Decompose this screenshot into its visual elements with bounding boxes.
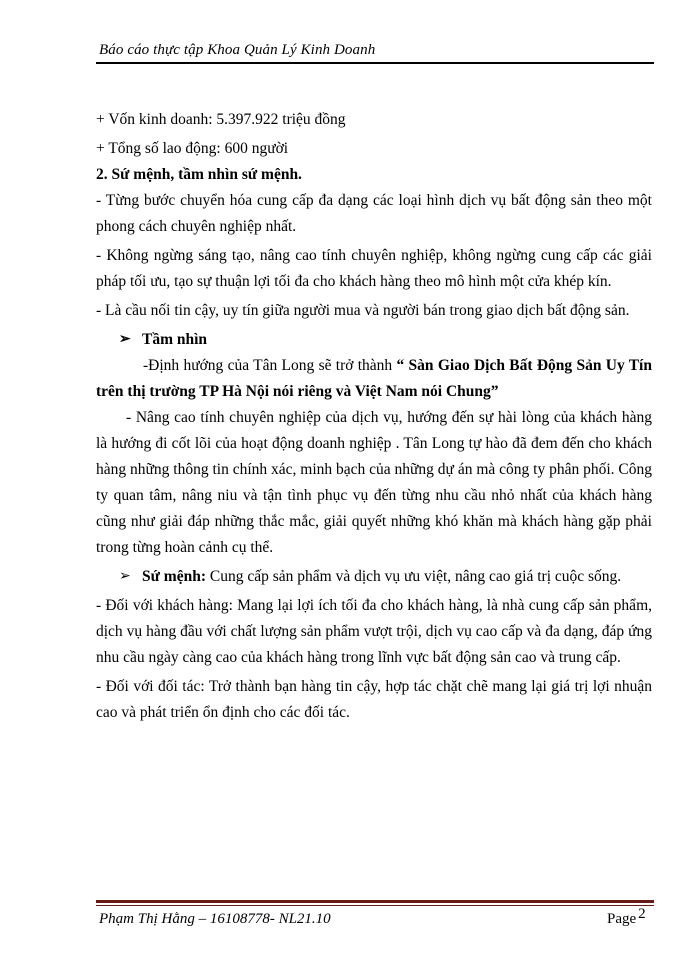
page-number: 2 <box>638 906 646 922</box>
mission-point-1: - Từng bước chuyển hóa cung cấp đa dạng các loại hình dịch vụ bất động sản theo một phong cách chuyên nghiệp nhất. <box>96 192 652 235</box>
mission-point-2: - Không ngừng sáng tạo, nâng cao tính chuyên nghiệp, không ngừng cung cấp các giải pháp tối ưu, tạo sự thuận lợi tối đa cho khách hàng theo mô hình một cửa khép kín. <box>96 247 652 290</box>
header-divider <box>96 62 654 64</box>
footer-divider-thin <box>96 905 654 906</box>
vision-heading <box>96 327 652 353</box>
capital-line: + Vốn kinh doanh: 5.397.922 triệu đồng <box>96 111 346 128</box>
arrow-bullet-icon: ➢ <box>119 332 131 347</box>
mission-point-3: - Là cầu nối tin cậy, uy tín giữa người mua và người bán trong giao dịch bất động sản. <box>96 302 630 319</box>
arrow-bullet-icon: ➢ <box>119 569 131 584</box>
document-body <box>96 107 652 726</box>
vision-paragraph: - Nâng cao tính chuyên nghiệp của dịch vụ, hướng đến sự hài lòng của khách hàng là hướng đi cốt lõi của hoạt động doanh nghiệp . Tân Long tự hào đã đem đến cho khách hàng những thông tin chính xác, minh bạch của những dự án mà công ty phân phối. Công ty quan tâm, nâng niu và tận tình phục vụ đến từng nhu cầu nhỏ nhất của khách hàng cũng như giải đáp những thắc mắc, giải quyết những khó khăn mà khách hàng gặp phải trong từng hoàn cảnh cụ thể. <box>96 409 652 556</box>
vision-intro: -Định hướng của Tân Long sẽ trở thành <box>143 357 397 374</box>
partners-paragraph: - Đối với đối tác: Trở thành bạn hàng tin cậy, hợp tác chặt chẽ mang lại giá trị lợi nhuận cao và phát triển ổn định cho các đối tác. <box>96 678 652 721</box>
footer-page <box>607 906 646 928</box>
mission-text: Cung cấp sản phẩm và dịch vụ ưu việt, nâng cao giá trị cuộc sống. <box>206 568 622 585</box>
customers-paragraph: - Đối với khách hàng: Mang lại lợi ích tối đa cho khách hàng, là nhà cung cấp sản phẩm, dịch vụ hàng đầu với chất lượng sản phẩm vượt trội, dịch vụ cao cấp và đa dạng, đáp ứng nhu cầu ngày càng cao của khách hàng trong lĩnh vực bất động sản cao và trung cấp. <box>96 597 652 666</box>
vision-title: Tầm nhìn <box>142 331 208 348</box>
employees-line: + Tổng số lao động: 600 người <box>96 140 289 157</box>
mission-statement <box>96 564 652 590</box>
page-header-title: Báo cáo thực tập Khoa Quản Lý Kinh Doanh <box>99 42 376 58</box>
page-label: Page <box>607 911 637 927</box>
footer-divider-thick <box>96 900 654 903</box>
vision-statement <box>96 353 652 405</box>
mission-title: Sứ mệnh: <box>142 568 206 585</box>
vision-quote: “ Sàn Giao Dịch Bất Động Sản Uy Tín trên thị trường TP Hà Nội nói riêng và Việt Nam nói Chung” <box>96 357 652 400</box>
section-heading: 2. Sứ mệnh, tầm nhìn sứ mệnh. <box>96 166 302 183</box>
footer-author: Phạm Thị Hằng – 16108778- NL21.10 <box>99 911 331 927</box>
